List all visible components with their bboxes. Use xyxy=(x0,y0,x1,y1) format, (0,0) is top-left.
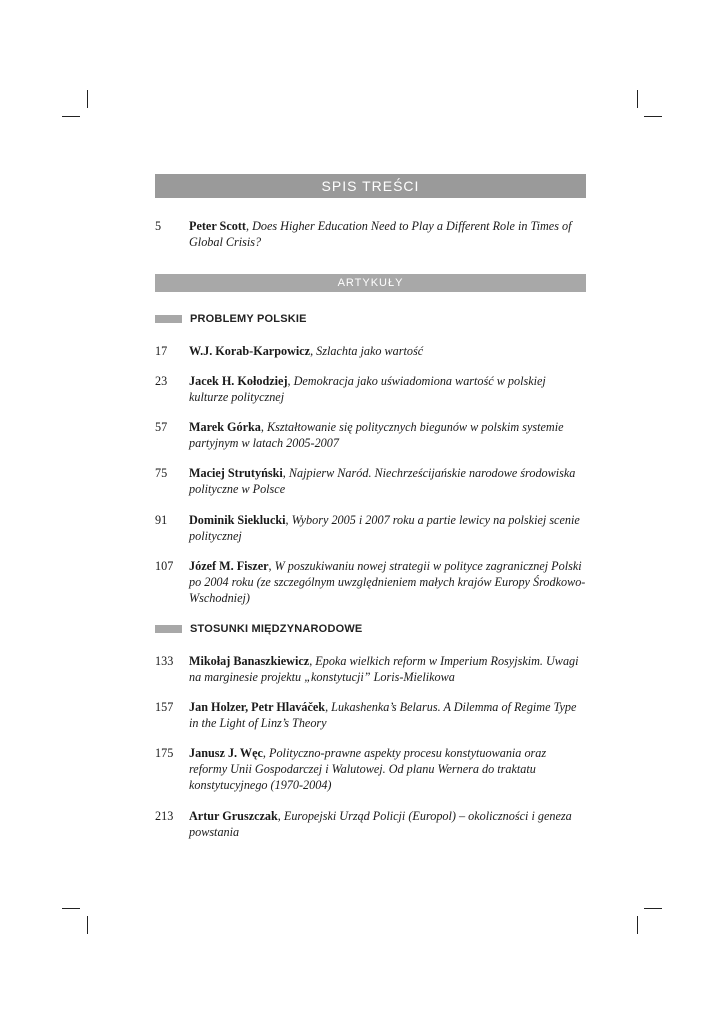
entry-author: Peter Scott xyxy=(189,219,246,233)
crop-mark xyxy=(87,90,88,108)
entry-text: Artur Gruszczak, Europejski Urząd Policji (Europol) – okoliczności i geneza powstania xyxy=(189,809,572,839)
page-number: 91 xyxy=(155,513,168,527)
entry-author: Marek Górka xyxy=(189,420,261,434)
entry-text: Marek Górka, Kształtowanie się politycznych biegunów w polskim systemie partyjnym w latach 2005-2007 xyxy=(189,420,564,450)
entry-author: Józef M. Fiszer xyxy=(189,559,269,573)
entry-text: Jacek H. Kołodziej, Demokracja jako uświadomiona wartość w polskiej kulturze politycznej xyxy=(189,374,546,404)
section-heading xyxy=(155,311,307,327)
entry-author: Artur Gruszczak xyxy=(189,809,278,823)
entry-text: Józef M. Fiszer, W poszukiwaniu nowej strategii w polityce zagranicznej Polski po 2004 roku (ze szczególnym uwzględnieniem małych krajów Europy Środkowo-Wschodniej) xyxy=(189,559,586,605)
toc-entry[interactable] xyxy=(155,343,587,359)
toc-entry[interactable] xyxy=(155,699,587,731)
entry-author: Dominik Sieklucki xyxy=(189,513,286,527)
toc-entry[interactable] xyxy=(155,218,587,250)
page-number: 5 xyxy=(155,219,162,233)
crop-mark xyxy=(62,116,80,117)
entry-text: Jan Holzer, Petr Hlaváček, Lukashenka’s Belarus. A Dilemma of Regime Type in the Light of Linz’s Theory xyxy=(189,700,577,730)
entry-title: Lukashenka’s Belarus. A Dilemma of Regime Type in the Light of Linz’s Theory xyxy=(189,700,577,730)
toc-entry[interactable] xyxy=(155,465,587,497)
page-number: 107 xyxy=(155,559,174,573)
crop-mark xyxy=(637,90,638,108)
toc-entry[interactable] xyxy=(155,745,587,793)
entry-title: Szlachta jako wartość xyxy=(316,344,424,358)
crop-mark xyxy=(637,916,638,934)
entry-title: Wybory 2005 i 2007 roku a partie lewicy na polskiej scenie politycznej xyxy=(189,513,580,543)
toc-entry[interactable] xyxy=(155,512,587,544)
page-number: 213 xyxy=(155,809,174,823)
entry-title: Does Higher Education Need to Play a Different Role in Times of Global Crisis? xyxy=(189,219,572,249)
page-number: 17 xyxy=(155,344,168,358)
entry-title: Demokracja jako uświadomiona wartość w polskiej kulturze politycznej xyxy=(189,374,546,404)
section-title: PROBLEMY POLSKIE xyxy=(190,313,307,325)
entry-text: Peter Scott, Does Higher Education Need to Play a Different Role in Times of Global Crisis? xyxy=(189,219,572,249)
entry-text: Janusz J. Węc, Polityczno-prawne aspekty procesu konstytuowania oraz reformy Unii Gospodarczej i Walutowej. Od planu Wernera do traktatu konstytucyjnego (1970-2004) xyxy=(189,746,547,792)
entry-author: Janusz J. Węc xyxy=(189,746,263,760)
toc-entry[interactable] xyxy=(155,419,587,451)
entry-title: Europejski Urząd Policji (Europol) – okoliczności i geneza powstania xyxy=(189,809,572,839)
entry-author: Jan Holzer, Petr Hlaváček xyxy=(189,700,326,714)
entry-text: Dominik Sieklucki, Wybory 2005 i 2007 roku a partie lewicy na polskiej scenie politycznej xyxy=(189,513,580,543)
crop-mark xyxy=(644,908,662,909)
page-number: 157 xyxy=(155,700,174,714)
toc-entry[interactable] xyxy=(155,373,587,405)
toc-entry[interactable] xyxy=(155,558,587,606)
crop-mark xyxy=(62,908,80,909)
section-bar xyxy=(155,315,182,323)
entry-title: W poszukiwaniu nowej strategii w polityce zagranicznej Polski po 2004 roku (ze szczególnym uwzględnieniem małych krajów Europy Środkowo-Wschodniej) xyxy=(189,559,586,605)
crop-mark xyxy=(644,116,662,117)
entry-text: Mikołaj Banaszkiewicz, Epoka wielkich reform w Imperium Rosyjskim. Uwagi na marginesie projektu „konstytucji” Loris-Mielikowa xyxy=(189,654,579,684)
entry-title: Najpierw Naród. Niechrześcijańskie narodowe środowiska polityczne w Polsce xyxy=(189,466,576,496)
page-number: 75 xyxy=(155,466,168,480)
page-number: 23 xyxy=(155,374,168,388)
entry-author: Jacek H. Kołodziej xyxy=(189,374,288,388)
page-number: 175 xyxy=(155,746,174,760)
entry-author: W.J. Korab-Karpowicz xyxy=(189,344,311,358)
page-number: 133 xyxy=(155,654,174,668)
entry-title: Epoka wielkich reform w Imperium Rosyjskim. Uwagi na marginesie projektu „konstytucji” Loris-Mielikowa xyxy=(189,654,579,684)
toc-entry[interactable] xyxy=(155,808,587,840)
entry-author: Maciej Strutyński xyxy=(189,466,283,480)
section-heading xyxy=(155,621,362,637)
entry-title: Kształtowanie się politycznych biegunów w polskim systemie partyjnym w latach 2005-2007 xyxy=(189,420,564,450)
entry-text: Maciej Strutyński, Najpierw Naród. Niechrześcijańskie narodowe środowiska polityczne w Polsce xyxy=(189,466,576,496)
page-number: 57 xyxy=(155,420,168,434)
section-title: STOSUNKI MIĘDZYNARODOWE xyxy=(190,623,363,635)
toc-title: SPIS TREŚCI xyxy=(155,174,586,198)
section-bar xyxy=(155,625,182,633)
entry-title: Polityczno-prawne aspekty procesu konstytuowania oraz reformy Unii Gospodarczej i Walutowej. Od planu Wernera do traktatu konstytucyjnego (1970-2004) xyxy=(189,746,547,792)
toc-entry[interactable] xyxy=(155,653,587,685)
articles-header: ARTYKUŁY xyxy=(155,274,586,292)
entry-text: W.J. Korab-Karpowicz, Szlachta jako wartość xyxy=(189,344,424,358)
entry-author: Mikołaj Banaszkiewicz xyxy=(189,654,310,668)
crop-mark xyxy=(87,916,88,934)
